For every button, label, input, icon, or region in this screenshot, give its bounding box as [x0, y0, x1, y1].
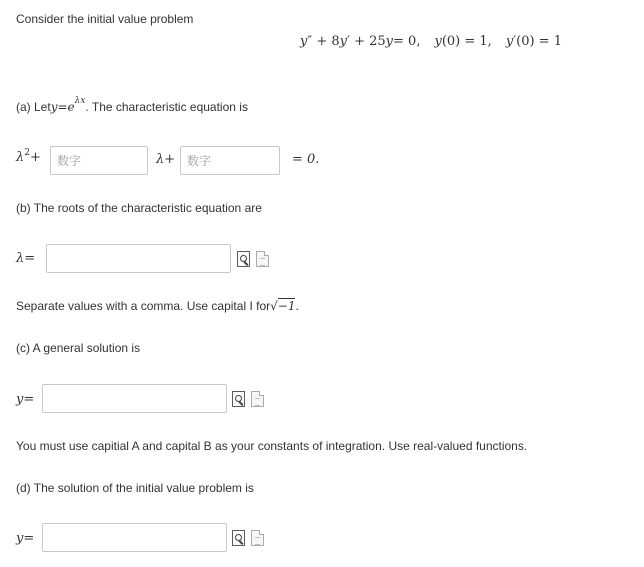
coef-lambda-input[interactable]: [50, 146, 148, 175]
preview-icon[interactable]: [237, 251, 250, 267]
equals-zero: = 0.: [292, 152, 320, 167]
plus-sign: +: [164, 152, 176, 167]
ode-part: = 0,: [393, 34, 421, 49]
part-b-note-pre: Separate values with a comma. Use capital I for: [16, 298, 271, 313]
ode-y: y: [300, 34, 308, 49]
equals-sign: =: [23, 392, 35, 407]
part-c-note: You must use capitial A and capital B as your constants of integration. Use real-valued functions.: [16, 439, 528, 453]
preview-icon[interactable]: [232, 530, 245, 546]
char-eq-mid: [156, 152, 175, 167]
ivp-solution-lhs: [16, 531, 34, 546]
roots-input[interactable]: [46, 244, 231, 273]
sqrt-symbol: √: [270, 298, 278, 313]
char-eq-lhs: [16, 147, 41, 165]
let-e: e: [67, 100, 75, 114]
y-variable: y: [16, 392, 24, 407]
constant-term-input[interactable]: [180, 146, 280, 175]
ode-part: ′ + 25: [347, 34, 386, 49]
part-a-label-post: . The characteristic equation is: [85, 100, 248, 114]
equals-sign: =: [23, 531, 35, 546]
square-exponent: 2: [24, 147, 30, 158]
part-d-label: (d) The solution of the initial value problem is: [16, 481, 254, 495]
general-solution-lhs: [16, 392, 34, 407]
lambda-symbol: λ: [16, 150, 25, 165]
part-c-label: (c) A general solution is: [16, 341, 141, 355]
ic1-y: y: [434, 34, 442, 49]
help-document-icon[interactable]: [251, 530, 264, 546]
lambda-symbol: λ: [16, 251, 25, 266]
preview-icon[interactable]: [232, 391, 245, 407]
ic1-rest: (0) = 1,: [441, 34, 492, 49]
let-exp: λx: [74, 96, 86, 106]
ic2-y: y: [505, 34, 514, 49]
intro-text: Consider the initial value problem: [16, 12, 194, 26]
part-a-label-pre: (a) Let: [16, 100, 51, 114]
ode-y: y: [339, 34, 348, 49]
let-eq: =: [57, 100, 68, 114]
part-a-label: [16, 96, 248, 114]
ode-equation: [300, 34, 562, 49]
general-solution-input[interactable]: [42, 384, 227, 413]
ode-y: y: [385, 34, 394, 49]
help-document-icon[interactable]: [256, 251, 269, 267]
lambda-symbol: λ: [156, 152, 165, 167]
ivp-solution-input[interactable]: [42, 523, 227, 552]
part-b-label: (b) The roots of the characteristic equation are: [16, 201, 262, 215]
part-b-note: [16, 298, 299, 313]
sqrt-argument: −1: [277, 299, 296, 313]
equals-sign: =: [24, 251, 36, 266]
ode-part: ″ + 8: [307, 34, 340, 49]
help-document-icon[interactable]: [251, 391, 264, 407]
let-y: y: [50, 100, 58, 114]
plus-sign: +: [29, 150, 41, 165]
y-variable: y: [16, 531, 24, 546]
roots-lhs: [16, 251, 35, 266]
ic2-rest: ′(0) = 1: [513, 34, 562, 49]
part-b-note-post: .: [295, 298, 299, 313]
